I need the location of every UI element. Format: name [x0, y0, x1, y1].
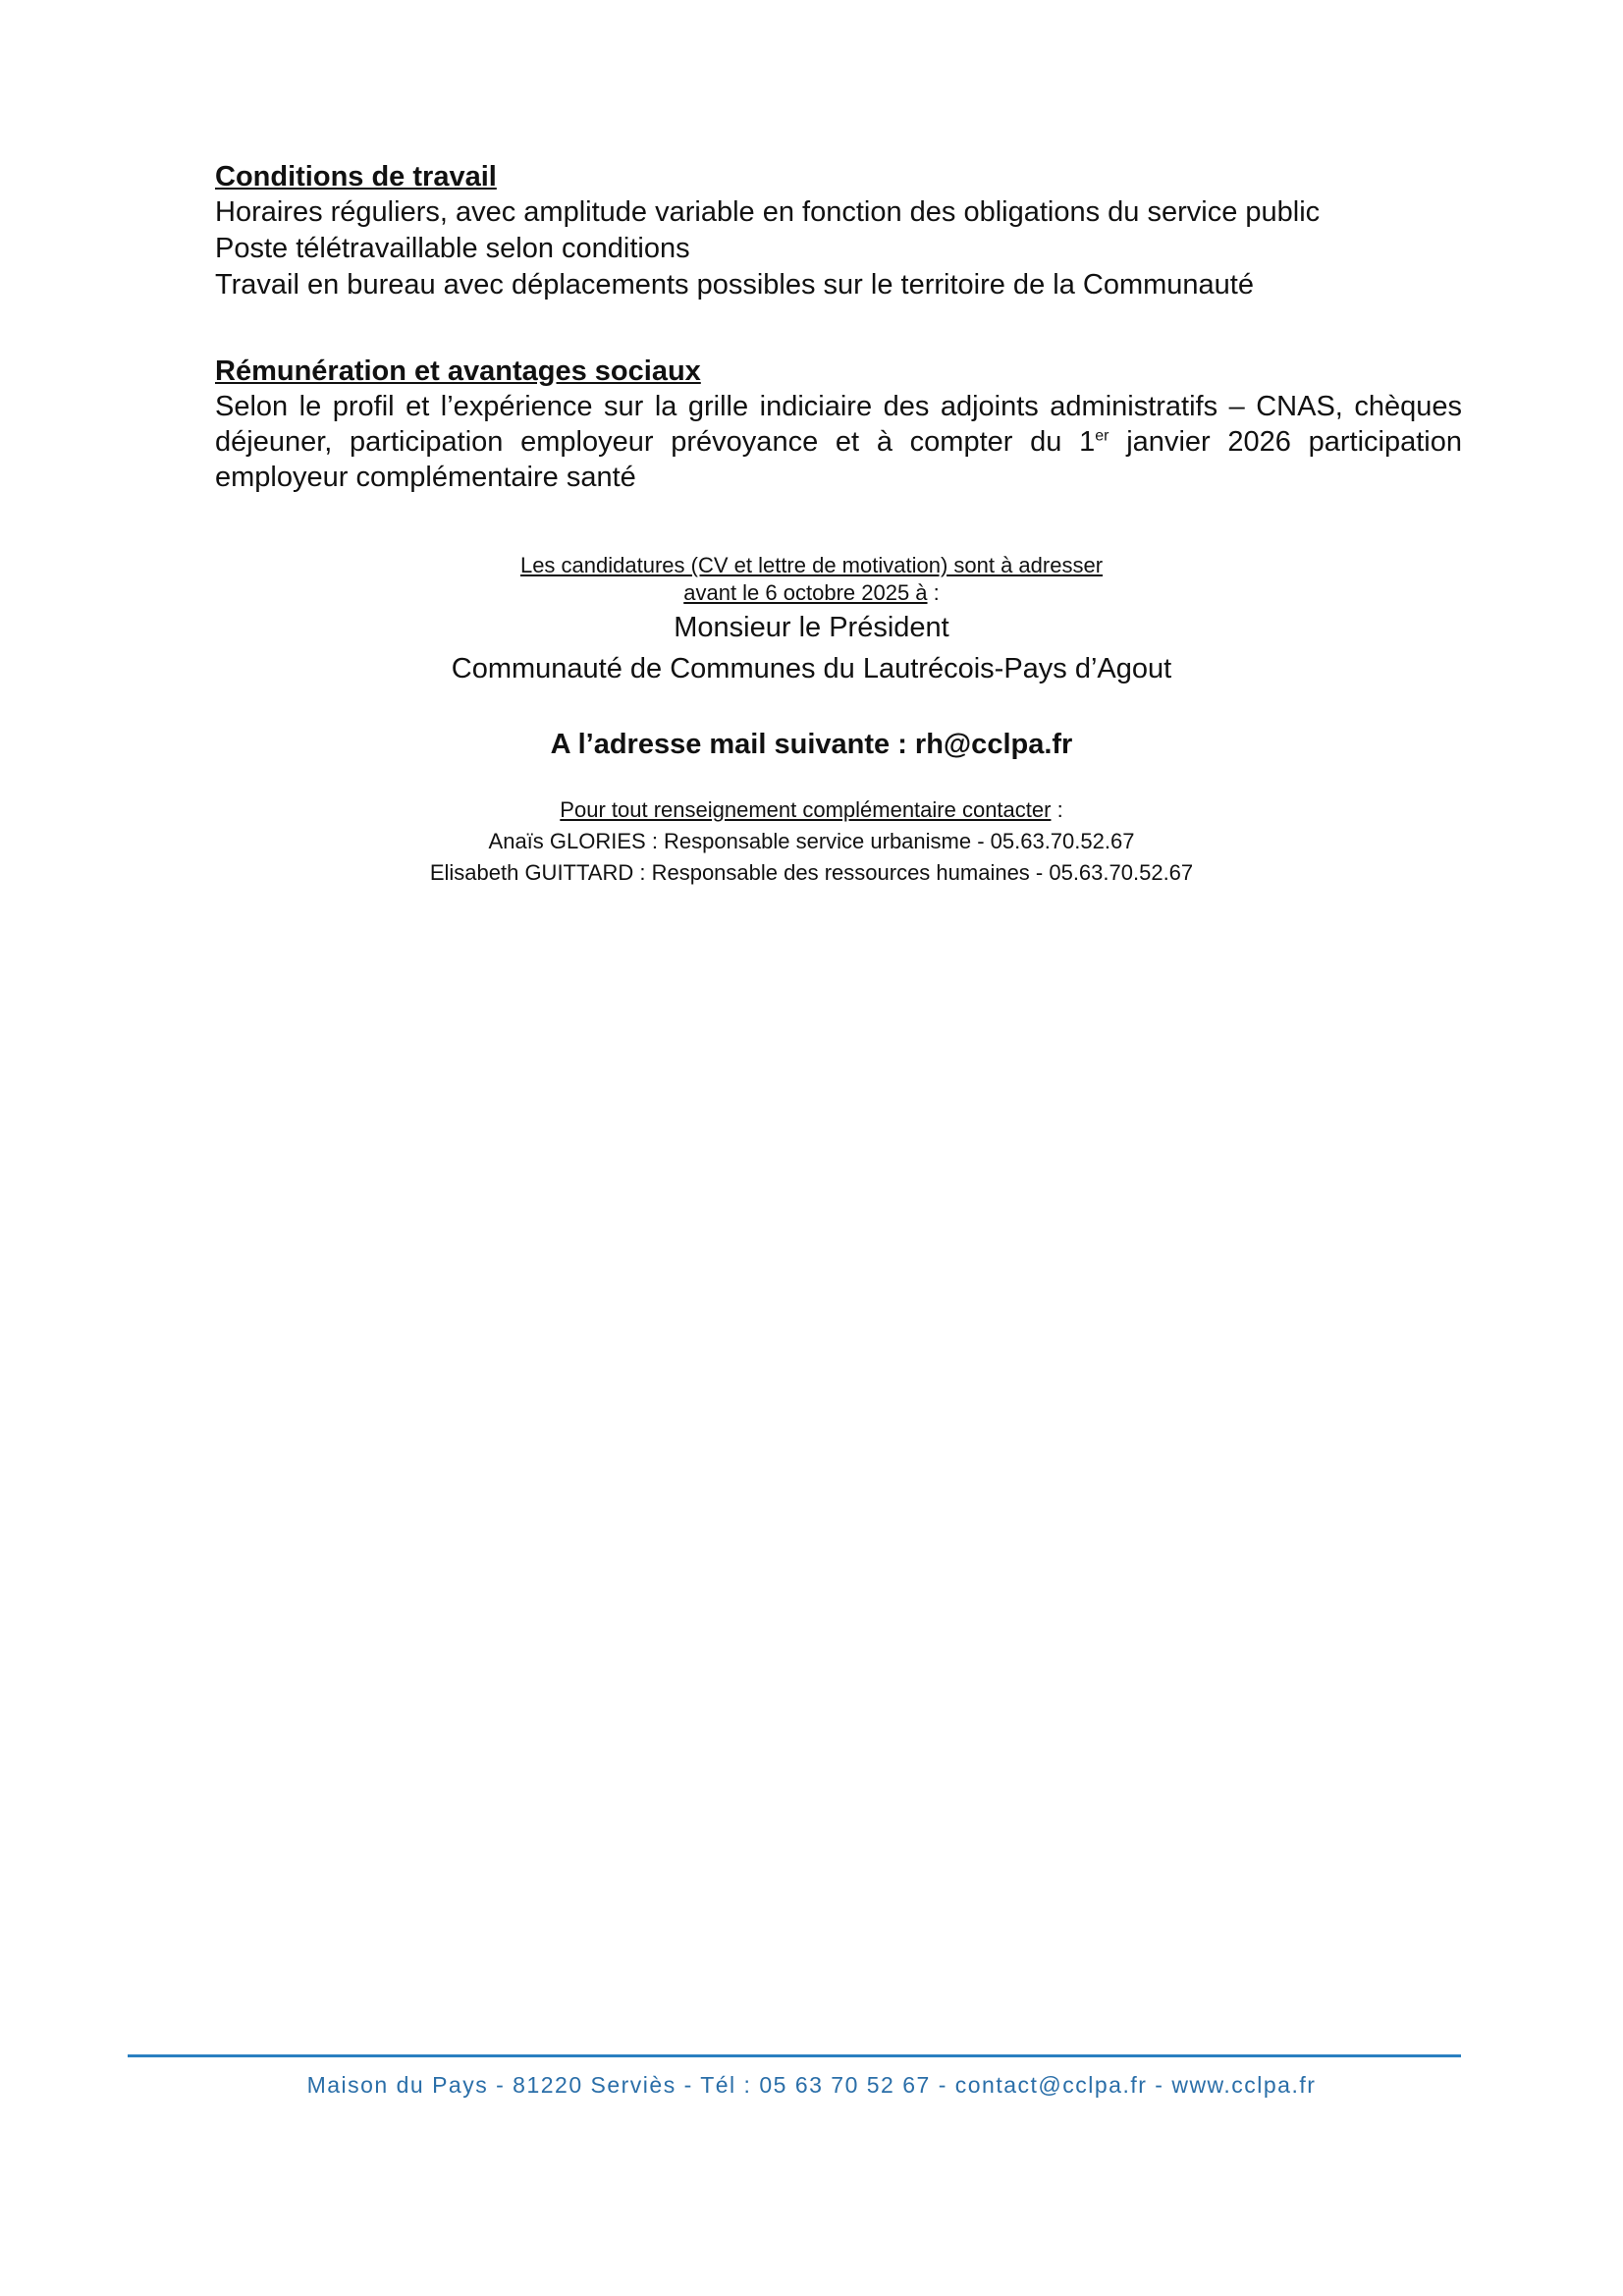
email-block — [0, 725, 1623, 764]
contacts-intro — [0, 795, 1623, 825]
footer-rule — [128, 2054, 1461, 2057]
remuneration-text-part1: Selon le profil et l’expérience sur la grille indiciaire des adjoints administratifs – CNAS, chèques déjeuner, participation employeur prévoyance et à compter du 1 — [215, 391, 1462, 458]
contact-item: Elisabeth GUITTARD : Responsable des ressources humaines - 05.63.70.52.67 — [429, 860, 1194, 885]
section-title-remuneration: Rémunération et avantages sociaux — [215, 355, 701, 387]
remuneration-text — [215, 389, 1462, 495]
footer-address: Maison du Pays - 81220 Serviès - Tél : 05 63 70 52 67 - contact@cclpa.fr - www.cclpa.fr — [306, 2072, 1317, 2098]
application-line2-suffix: : — [927, 580, 940, 605]
section-remuneration — [215, 354, 1462, 495]
application-line1: Les candidatures (CV et lettre de motivation) sont à adresser — [519, 553, 1104, 577]
application-organisation: Communauté de Communes du Lautrécois-Pays d’Agout — [451, 653, 1172, 684]
remuneration-text-part2: janvier 2026 participation employeur complémentaire santé — [215, 426, 1462, 493]
contact-item: Anaïs GLORIES : Responsable service urbanisme - 05.63.70.52.67 — [488, 829, 1135, 853]
remuneration-sup: er — [1095, 427, 1109, 445]
conditions-line: Poste télétravaillable selon conditions — [215, 233, 690, 264]
section-title-conditions: Conditions de travail — [215, 161, 497, 192]
application-line2 — [0, 579, 1623, 607]
application-block — [0, 552, 1623, 689]
application-email: A l’adresse mail suivante : rh@cclpa.fr — [550, 729, 1073, 760]
application-deadline: avant le 6 octobre 2025 à — [683, 580, 928, 605]
conditions-line: Travail en bureau avec déplacements possibles sur le territoire de la Communauté — [215, 269, 1254, 301]
contacts-intro-suffix: : — [1051, 797, 1063, 822]
section-conditions — [215, 159, 1462, 303]
conditions-line: Horaires réguliers, avec amplitude variable en fonction des obligations du service public — [215, 196, 1321, 228]
application-recipient: Monsieur le Président — [674, 612, 949, 643]
contacts-intro-text: Pour tout renseignement complémentaire contacter — [560, 797, 1052, 822]
contacts-block — [0, 795, 1623, 888]
